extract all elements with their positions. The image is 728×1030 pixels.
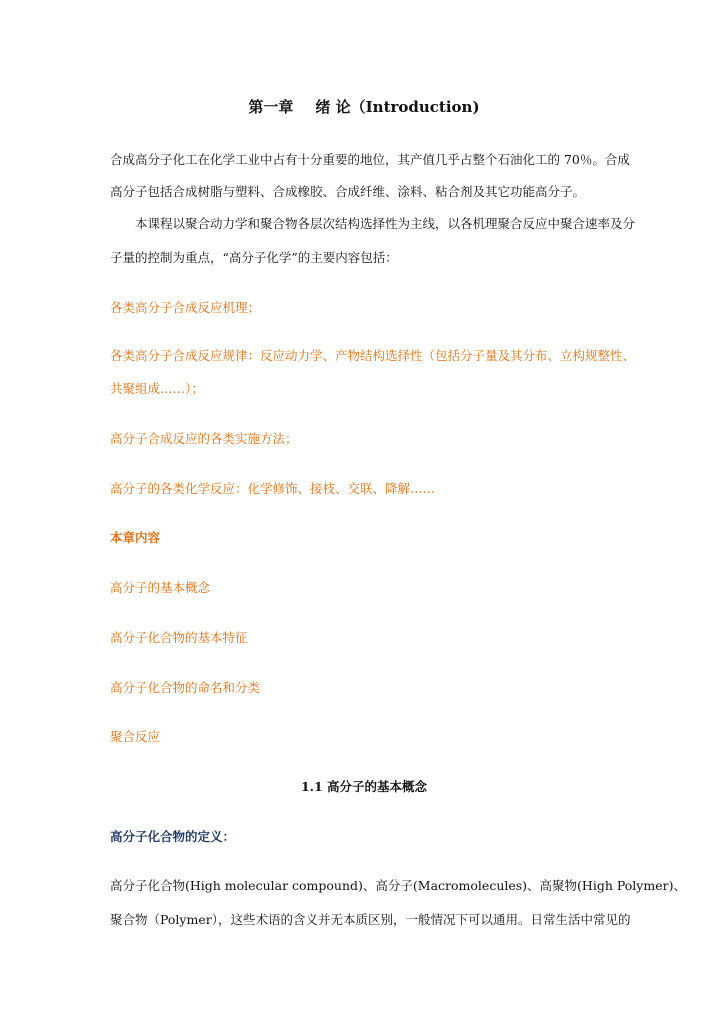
definition-line: 聚合物（Polymer），这些术语的含义并无本质区别，一般情况下可以通用。日常生活中常见的 — [110, 912, 631, 927]
content-item: 高分子的各类化学反应：化学修饰、接枝、交联、降解…… — [110, 481, 436, 496]
chapter-contents-heading: 本章内容 — [110, 530, 161, 545]
content-item: 各类高分子合成反应机理； — [110, 300, 261, 315]
chapter-title — [0, 97, 728, 117]
section-heading: 1.1 高分子的基本概念 — [300, 779, 428, 794]
intro-line: 高分子包括合成树脂与塑料、合成橡胶、合成纤维、涂料、粘合剂及其它功能高分子。 — [110, 184, 586, 199]
content-item: 共聚组成……）； — [110, 381, 204, 396]
chapter-contents-item: 高分子化合物的基本特征 — [110, 630, 248, 645]
intro-line: 子量的控制为重点，“高分子化学”的主要内容包括： — [110, 250, 398, 265]
content-item: 高分子合成反应的各类实施方法； — [110, 431, 298, 446]
intro-line: 合成高分子化工在化学工业中占有十分重要的地位，其产值几乎占整个石油化工的 70％。合成 — [110, 152, 630, 167]
definition-line: 高分子化合物(High molecular compound)、高分子(Macromolecules)、高聚物(High Polymer)、 — [110, 878, 686, 893]
chapter-contents-item: 聚合反应 — [110, 729, 161, 744]
content-item: 各类高分子合成反应规律：反应动力学、产物结构选择性（包括分子量及其分布、立构规整性、 — [110, 348, 636, 363]
chapter-contents-item: 高分子的基本概念 — [110, 580, 211, 595]
chapter-name: 绪 论（Introduction) — [315, 98, 480, 116]
definition-heading: 高分子化合物的定义： — [110, 829, 236, 844]
chapter-number: 第一章 — [248, 98, 294, 116]
intro-line: 本课程以聚合动力学和聚合物各层次结构选择性为主线，以各机理聚合反应中聚合速率及分 — [135, 216, 636, 231]
chapter-contents-item: 高分子化合物的命名和分类 — [110, 680, 261, 695]
